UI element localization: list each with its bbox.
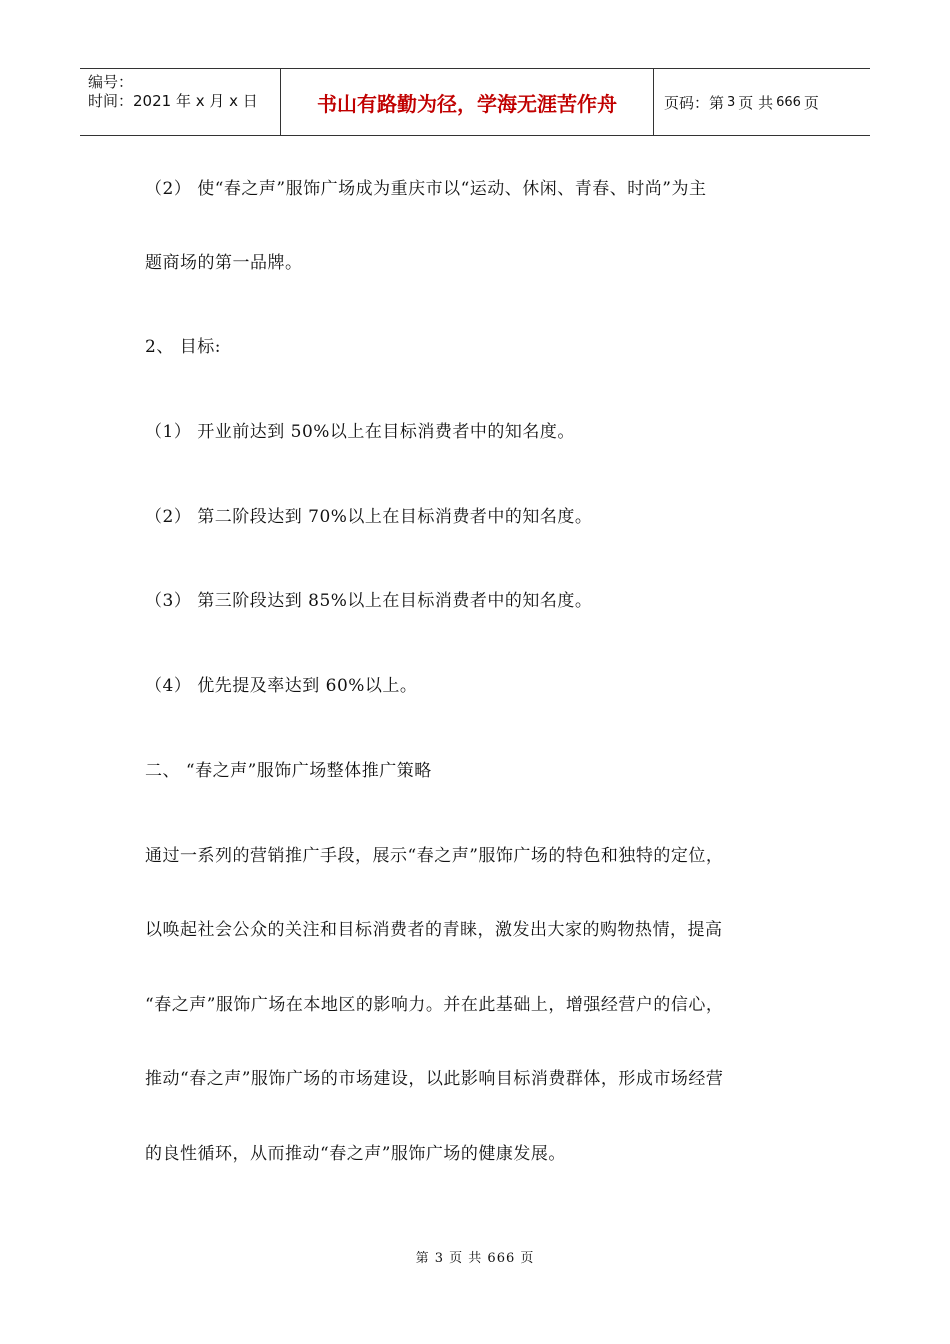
header-motto-cell [281, 69, 654, 135]
header-page-indicator [654, 69, 870, 135]
body-line: 以唤起社会公众的关注和目标消费者的青睐，激发出大家的购物热情，提高 [145, 920, 723, 940]
section-heading: 2、 目标: [145, 337, 221, 357]
body-line: 推动“春之声”服饰广场的市场建设，以此影响目标消费群体，形成市场经营 [145, 1069, 724, 1089]
page-current: 3 [727, 94, 736, 110]
page-total: 666 [776, 94, 801, 110]
page-prefix: 页码：第 [664, 93, 725, 112]
header-motto: 书山有路勤为径，学海无涯苦作舟 [317, 91, 617, 116]
page-header [80, 68, 870, 136]
body-line: “春之声”服饰广场在本地区的影响力。并在此基础上，增强经营户的信心， [145, 995, 724, 1015]
body-line: （3） 第三阶段达到 85%以上在目标消费者中的知名度。 [145, 591, 593, 611]
body-line: 题商场的第一品牌。 [145, 253, 303, 273]
document-date: 时间：2021 年 x 月 x 日 [88, 92, 258, 110]
page-footer: 第 3 页 共 666 页 [415, 1251, 535, 1266]
body-line: （2） 使“春之声”服饰广场成为重庆市以“运动、休闲、青春、时尚”为主 [145, 179, 707, 199]
section-heading: 二、 “春之声”服饰广场整体推广策略 [145, 761, 432, 781]
body-line: 通过一系列的营销推广手段，展示“春之声”服饰广场的特色和独特的定位， [145, 846, 724, 866]
body-line: （4） 优先提及率达到 60%以上。 [145, 676, 418, 696]
header-meta [80, 69, 281, 135]
body-line: 的良性循环，从而推动“春之声”服饰广场的健康发展。 [145, 1144, 566, 1164]
body-line: （2） 第二阶段达到 70%以上在目标消费者中的知名度。 [145, 507, 593, 527]
page-suffix: 页 [803, 93, 819, 112]
document-number-label: 编号： [88, 73, 134, 91]
body-line: （1） 开业前达到 50%以上在目标消费者中的知名度。 [145, 422, 575, 442]
page-mid: 页 共 [738, 93, 774, 112]
